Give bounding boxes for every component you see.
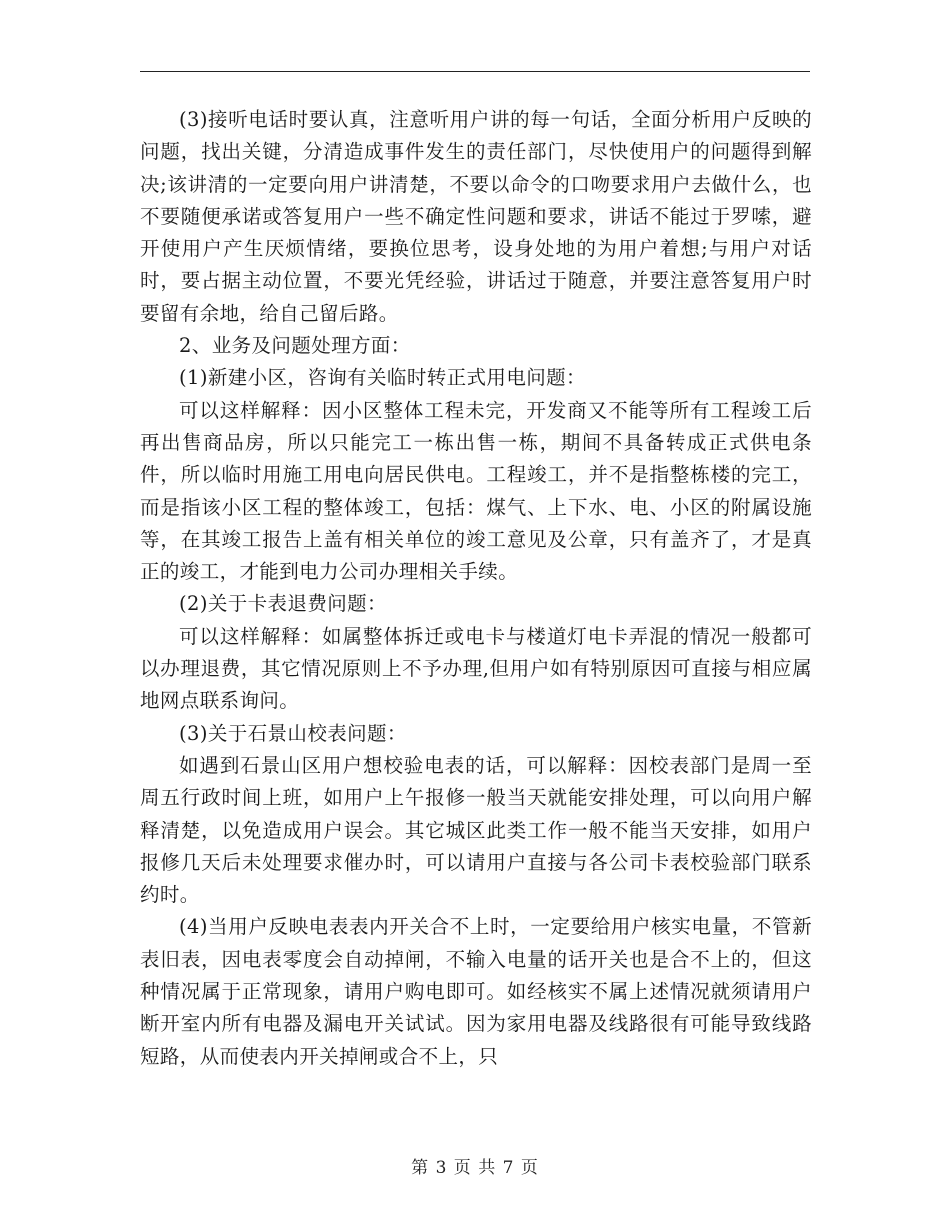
document-body bbox=[140, 104, 812, 1073]
paragraph-refund-explanation: 可以这样解释：如属整体拆迁或电卡与楼道灯电卡弄混的情况一般都可以办理退费，其它情况原则上不予办理,但用户如有特别原因可直接与相应属地网点联系询问。 bbox=[140, 624, 812, 713]
item-heading-shijingshan-meter: (3)关于石景山校表问题： bbox=[179, 721, 407, 745]
header-rule bbox=[140, 71, 810, 72]
paragraph-answer-phone-carefully: (3)接听电话时要认真，注意听用户讲的每一句话，全面分析用户反映的问题，找出关键，分清造成事件发生的责任部门，尽快使用户的问题得到解决;该讲清的一定要向用户讲清楚，不要以命令的口吻要求用户去做什么，也不要随便承诺或答复用户一些不确定性问题和要求，讲话不能过于罗嗦，避开使用户产生厌烦情绪，要换位思考，设身处地的为用户着想;与用户对话时，要占据主动位置，不要光凭经验，讲话过于随意，并要注意答复用户时要留有余地，给自己留后路。 bbox=[140, 108, 812, 325]
section-heading-business: 2、业务及问题处理方面： bbox=[179, 334, 411, 358]
paragraph-switch-problem: (4)当用户反映电表表内开关合不上时，一定要给用户核实电量，不管新表旧表，因电表零度会自动掉闸，不输入电量的话开关也是合不上的，但这种情况属于正常现象，请用户购电即可。如经核实不属上述情况就须请用户断开室内所有电器及漏电开关试试。因为家用电器及线路很有可能导致线路短路，从而使表内开关掉闸或合不上，只 bbox=[140, 915, 812, 1068]
page-number-footer: 第 3 页 共 7 页 bbox=[411, 1158, 539, 1178]
paragraph-meter-calibration: 如遇到石景山区用户想校验电表的话，可以解释：因校表部门是周一至周五行政时间上班，如用户上午报修一般当天就能安排处理，可以向用户解释清楚，以免造成用户误会。其它城区此类工作一般不能当天安排，如用户报修几天后未处理要求催办时，可以请用户直接与各公司卡表校验部门联系约时。 bbox=[140, 753, 812, 907]
item-heading-new-community: (1)新建小区，咨询有关临时转正式用电问题： bbox=[179, 366, 586, 390]
item-heading-card-meter-refund: (2)关于卡表退费问题： bbox=[179, 592, 387, 616]
paragraph-new-community-explanation: 可以这样解释：因小区整体工程未完，开发商又不能等所有工程竣工后再出售商品房，所以只能完工一栋出售一栋，期间不具备转成正式供电条件，所以临时用施工用电向居民供电。工程竣工，并不是指整栋楼的完工，而是指该小区工程的整体竣工，包括：煤气、上下水、电、小区的附属设施等，在其竣工报告上盖有相关单位的竣工意见及公章，只有盖齐了，才是真正的竣工，才能到电力公司办理相关手续。 bbox=[140, 398, 812, 584]
